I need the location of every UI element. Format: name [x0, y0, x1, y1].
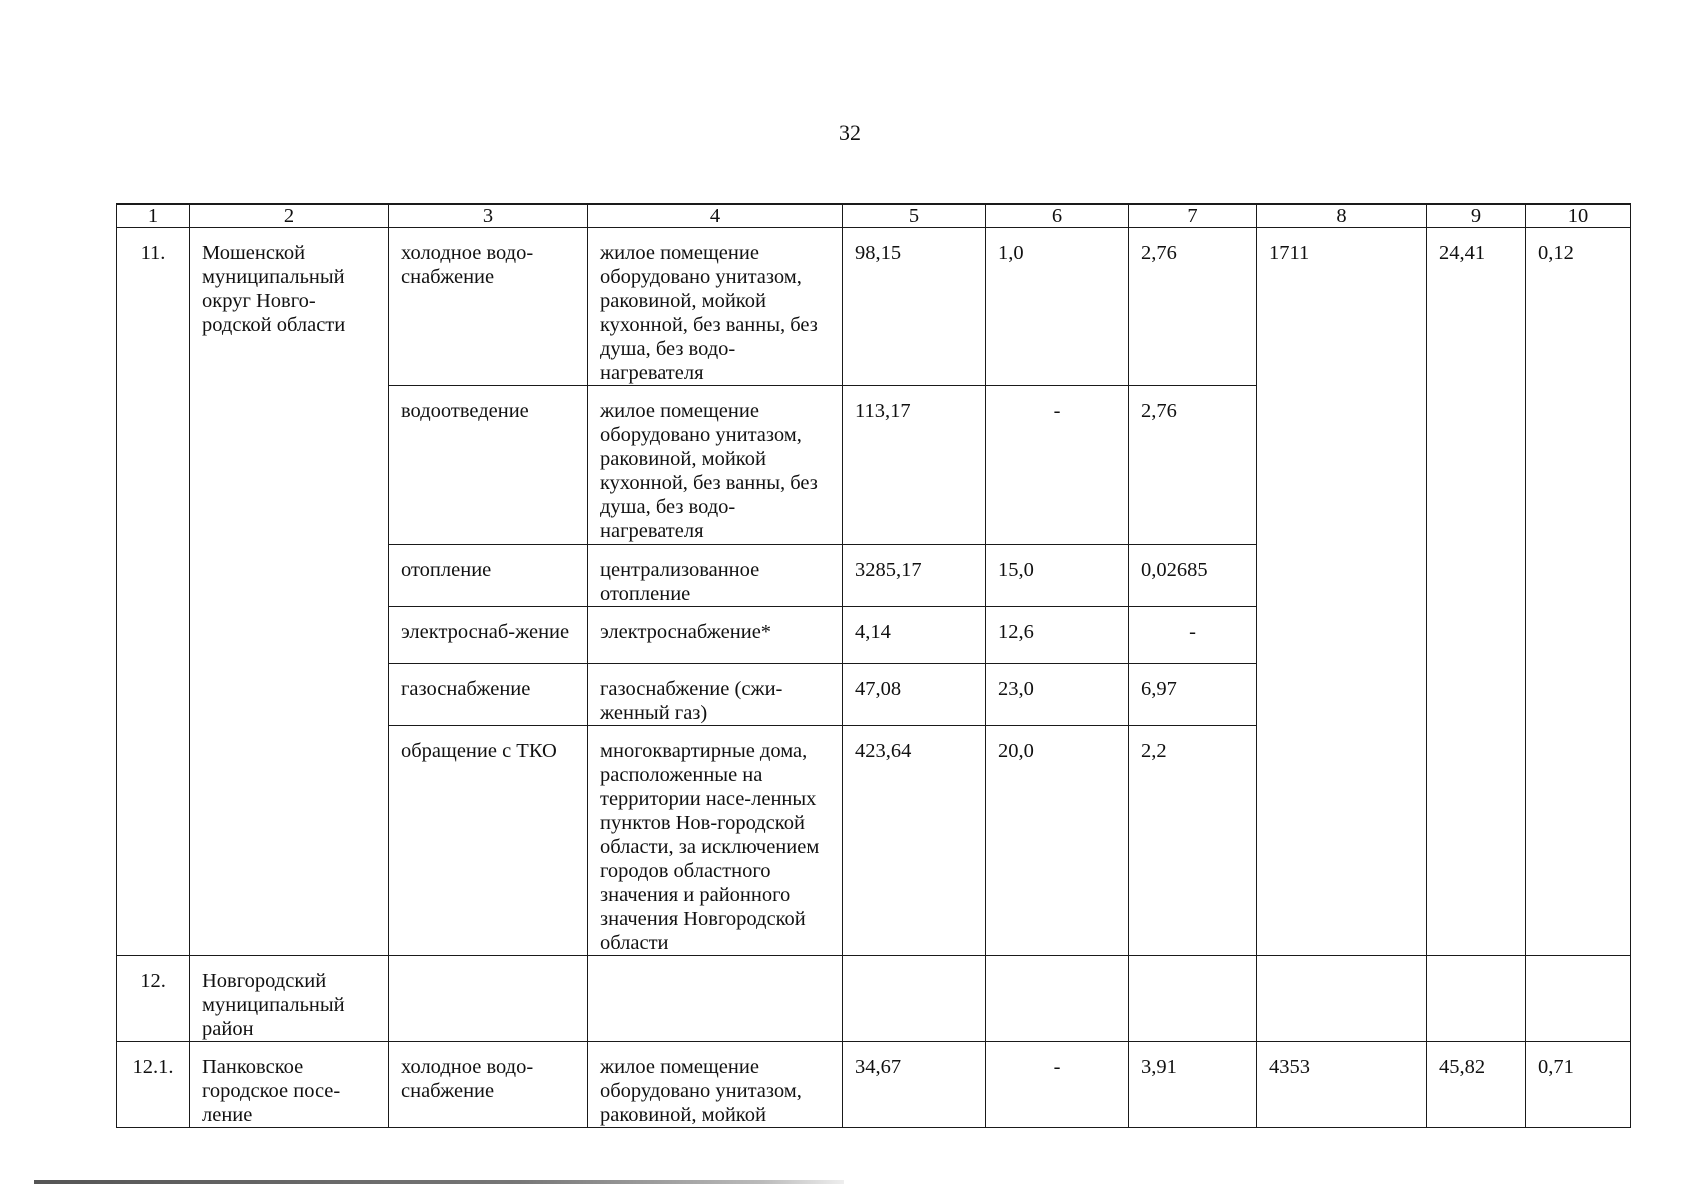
service-type: электроснаб-жение: [389, 607, 588, 664]
header-cell: 3: [389, 204, 588, 228]
empty-cell: [1129, 956, 1257, 1042]
service-description: жилое помещение оборудовано унитазом, раковиной, мойкой: [588, 1042, 843, 1128]
empty-cell: [1257, 956, 1427, 1042]
cell-col7: 6,97: [1129, 664, 1257, 726]
header-cell: 2: [190, 204, 389, 228]
row-number: 12.: [117, 956, 190, 1042]
header-cell: 10: [1526, 204, 1631, 228]
cell-col9: 45,82: [1427, 1042, 1526, 1128]
empty-cell: [986, 956, 1129, 1042]
header-cell: 7: [1129, 204, 1257, 228]
cell-col5: 423,64: [843, 726, 986, 956]
header-cell: 1: [117, 204, 190, 228]
empty-cell: [389, 956, 588, 1042]
cell-col5: 3285,17: [843, 545, 986, 607]
cell-col7: 0,02685: [1129, 545, 1257, 607]
scan-edge-line: [34, 1180, 844, 1184]
cell-col7: 3,91: [1129, 1042, 1257, 1128]
municipality-name: Мошенской муниципальный округ Новго-родской области: [190, 228, 389, 956]
cell-col7: 2,76: [1129, 386, 1257, 545]
cell-col5: 113,17: [843, 386, 986, 545]
cell-col9: 24,41: [1427, 228, 1526, 956]
header-cell: 6: [986, 204, 1129, 228]
cell-col5: 47,08: [843, 664, 986, 726]
cell-col7: 2,76: [1129, 228, 1257, 386]
municipality-name: Панковское городское посе-ление: [190, 1042, 389, 1128]
cell-col10: 0,12: [1526, 228, 1631, 956]
service-description: электроснабжение*: [588, 607, 843, 664]
row-number: 12.1.: [117, 1042, 190, 1128]
municipality-name: Новгородский муниципальный район: [190, 956, 389, 1042]
cell-col5: 34,67: [843, 1042, 986, 1128]
service-type: водоотведение: [389, 386, 588, 545]
tariff-table: [116, 203, 1631, 1128]
service-description: многоквартирные дома, расположенные на территории насе-ленных пунктов Нов-городской области, за исключением городов областного значения и районного значения Новгородской области: [588, 726, 843, 956]
empty-cell: [1427, 956, 1526, 1042]
header-cell: 4: [588, 204, 843, 228]
service-type: холодное водо-снабжение: [389, 228, 588, 386]
cell-col6: 12,6: [986, 607, 1129, 664]
cell-col5: 4,14: [843, 607, 986, 664]
cell-col6: 1,0: [986, 228, 1129, 386]
service-description: централизованное отопление: [588, 545, 843, 607]
cell-col6: 23,0: [986, 664, 1129, 726]
cell-col8: 1711: [1257, 228, 1427, 956]
header-cell: 5: [843, 204, 986, 228]
service-type: газоснабжение: [389, 664, 588, 726]
cell-col7: 2,2: [1129, 726, 1257, 956]
empty-cell: [1526, 956, 1631, 1042]
header-cell: 9: [1427, 204, 1526, 228]
service-description: газоснабжение (сжи-женный газ): [588, 664, 843, 726]
cell-col6: 15,0: [986, 545, 1129, 607]
table-row: [117, 1042, 1631, 1128]
row-number: 11.: [117, 228, 190, 956]
cell-col5: 98,15: [843, 228, 986, 386]
header-cell: 8: [1257, 204, 1427, 228]
service-type: обращение с ТКО: [389, 726, 588, 956]
header-row: [117, 204, 1631, 228]
cell-col8: 4353: [1257, 1042, 1427, 1128]
service-description: жилое помещение оборудовано унитазом, раковиной, мойкой кухонной, без ванны, без душа, без водо-нагревателя: [588, 386, 843, 545]
empty-cell: [843, 956, 986, 1042]
service-description: жилое помещение оборудовано унитазом, раковиной, мойкой кухонной, без ванны, без душа, без водо-нагревателя: [588, 228, 843, 386]
cell-col7: -: [1129, 607, 1257, 664]
table-row: [117, 228, 1631, 386]
cell-col6: 20,0: [986, 726, 1129, 956]
cell-col10: 0,71: [1526, 1042, 1631, 1128]
service-type: отопление: [389, 545, 588, 607]
cell-col6: -: [986, 386, 1129, 545]
page-number: 32: [839, 120, 861, 145]
table-row: [117, 956, 1631, 1042]
service-type: холодное водо-снабжение: [389, 1042, 588, 1128]
cell-col6: -: [986, 1042, 1129, 1128]
empty-cell: [588, 956, 843, 1042]
